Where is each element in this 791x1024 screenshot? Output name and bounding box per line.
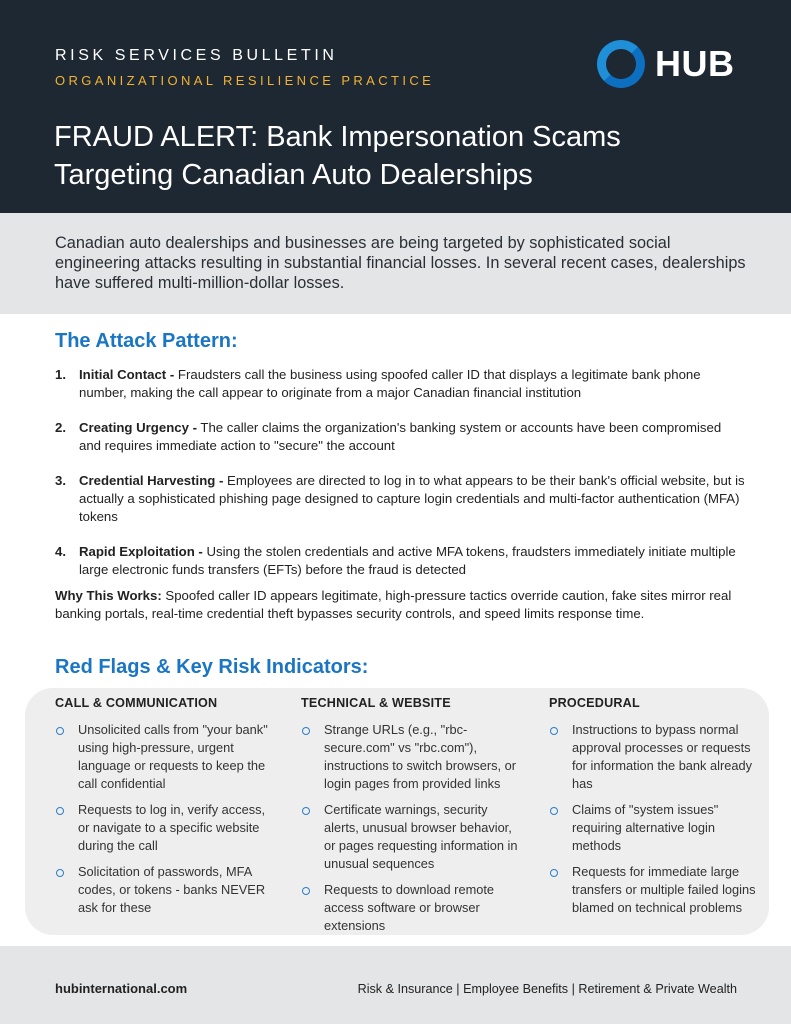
step-number: 1.: [55, 367, 66, 382]
step-text: Employees are directed to log in to what appears to be their bank's official website, but is actually a sophisticated phishing page designed to capture login credentials and multi-factor authentication (MFA) tokens: [79, 473, 745, 524]
footer-tagline: Risk & Insurance | Employee Benefits | Retirement & Private Wealth: [357, 982, 737, 996]
attack-pattern-heading: The Attack Pattern:: [55, 330, 238, 352]
circle-bullet-icon: [549, 866, 562, 879]
circle-bullet-icon: [55, 804, 68, 817]
attack-steps-list: [55, 366, 745, 596]
column-heading: CALL & COMMUNICATION: [55, 696, 218, 710]
circle-bullet-icon: [301, 884, 314, 897]
title-line-2: Targeting Canadian Auto Dealerships: [54, 159, 533, 191]
step-title: Credential Harvesting -: [79, 473, 224, 488]
step-number: 2.: [55, 420, 66, 435]
flag-item: [55, 863, 275, 917]
flag-text: Requests to log in, verify access, or navigate to a specific website during the call: [78, 802, 266, 853]
footer-website-link[interactable]: hubinternational.com: [55, 981, 188, 996]
step-number: 3.: [55, 473, 66, 488]
flag-item: [549, 863, 763, 917]
flag-text: Certificate warnings, security alerts, unusual browser behavior, or pages requesting information in unusual sequences: [324, 802, 518, 871]
flag-item: [549, 721, 763, 793]
flag-text: Instructions to bypass normal approval processes or requests for information the bank already has: [572, 722, 752, 791]
circle-bullet-icon: [549, 724, 562, 737]
circle-bullet-icon: [549, 804, 562, 817]
step-body: [79, 543, 745, 579]
red-flags-heading: Red Flags & Key Risk Indicators:: [55, 656, 369, 678]
why-text: Spoofed caller ID appears legitimate, high-pressure tactics override caution, fake sites mirror real banking portals, real-time credential theft bypasses security controls, and speed limits response time.: [55, 588, 732, 621]
step-number: 4.: [55, 544, 66, 559]
flags-column-technical: [301, 696, 521, 943]
practice-subkicker: ORGANIZATIONAL RESILIENCE PRACTICE: [55, 73, 435, 88]
flag-item: [301, 721, 521, 793]
step-text: Using the stolen credentials and active MFA tokens, fraudsters immediately initiate multiple large electronic funds transfers (EFTs) before the fraud is detected: [79, 544, 736, 577]
why-label: Why This Works:: [55, 588, 162, 603]
column-heading: PROCEDURAL: [549, 696, 640, 710]
bulletin-kicker: RISK SERVICES BULLETIN: [55, 47, 338, 64]
attack-step: [55, 543, 745, 579]
step-title: Initial Contact -: [79, 367, 175, 382]
flag-text: Unsolicited calls from "your bank" using high-pressure, urgent language or requests to keep the call confidential: [78, 722, 268, 791]
flag-item: [55, 721, 275, 793]
flag-item: [549, 801, 763, 855]
attack-step: [55, 419, 745, 455]
hub-ring-icon: [597, 40, 645, 88]
step-body: [79, 419, 745, 455]
title-line-1: FRAUD ALERT: Bank Impersonation Scams: [54, 121, 621, 153]
circle-bullet-icon: [301, 724, 314, 737]
hub-logo: [597, 40, 735, 88]
circle-bullet-icon: [301, 804, 314, 817]
hub-logo-text: HUB: [655, 43, 735, 84]
flag-item: [301, 801, 521, 873]
attack-step: [55, 366, 745, 402]
step-body: [79, 366, 745, 402]
step-body: [79, 472, 745, 526]
intro-paragraph: Canadian auto dealerships and businesses are being targeted by sophisticated social engineering attacks resulting in substantial financial losses. In several recent cases, dealerships have suffered multi-million-dollar losses.: [55, 234, 746, 292]
header-banner: [0, 0, 791, 213]
column-heading: TECHNICAL & WEBSITE: [301, 696, 451, 710]
flags-column-procedural: [549, 696, 763, 925]
step-title: Rapid Exploitation -: [79, 544, 203, 559]
step-text: Fraudsters call the business using spoofed caller ID that displays a legitimate bank phone number, making the call appear to originate from a major Canadian financial institution: [79, 367, 701, 400]
circle-bullet-icon: [55, 866, 68, 879]
attack-step: [55, 472, 745, 526]
flag-item: [301, 881, 521, 935]
circle-bullet-icon: [55, 724, 68, 737]
flag-text: Solicitation of passwords, MFA codes, or tokens - banks NEVER ask for these: [78, 864, 266, 915]
step-text: The caller claims the organization's banking system or accounts have been compromised and requires immediate action to "secure" the account: [79, 420, 722, 453]
flag-text: Requests to download remote access software or browser extensions: [324, 882, 495, 933]
flag-text: Requests for immediate large transfers or multiple failed logins blamed on technical problems: [572, 864, 756, 915]
flags-column-call: [55, 696, 275, 925]
flag-text: Claims of "system issues" requiring alternative login methods: [572, 802, 719, 853]
why-this-works: [55, 587, 745, 623]
page-title: [54, 118, 754, 194]
flag-item: [55, 801, 275, 855]
flag-text: Strange URLs (e.g., "rbc-secure.com" vs "rbc.com"), instructions to switch browsers, or login pages from provided links: [324, 722, 517, 791]
step-title: Creating Urgency -: [79, 420, 197, 435]
